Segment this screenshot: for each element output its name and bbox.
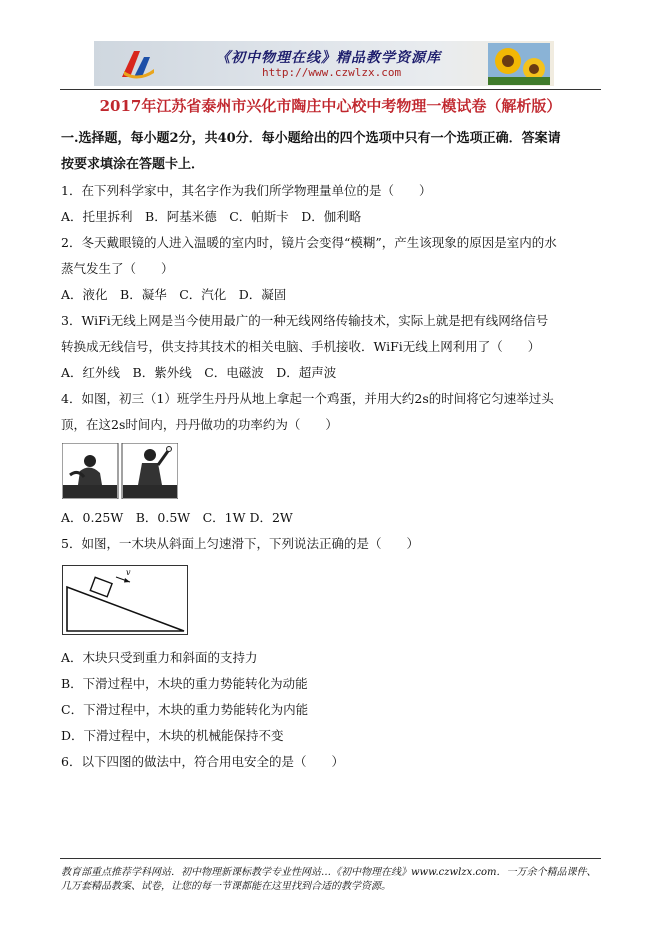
velocity-label: v — [126, 568, 131, 577]
site-logo-icon — [120, 47, 156, 81]
question-options: A．液化 B．凝华 C．汽化 D．凝固 — [61, 287, 287, 302]
question-options: A．0.25W B．0.5W C．1W D．2W — [61, 510, 293, 525]
question-text: 1．在下列科学家中，其名字作为我们所学物理量单位的是（ ） — [61, 183, 432, 198]
question-option: A．木块只受到重力和斜面的支持力 — [61, 650, 258, 665]
question-text: 4．如图，初三（1）班学生丹丹从地上拿起一个鸡蛋，并用大约2s的时间将它匀速举过头 — [61, 391, 554, 406]
section-heading: 一.选择题，每小题2分，共40分．每小题给出的四个选项中只有一个选项正确．答案请 — [61, 131, 561, 146]
question-text: 转换成无线信号，供支持其技术的相关电脑、手机接收．WiFi无线上网利用了（ ） — [61, 339, 541, 354]
question-text: 5．如图，一木块从斜面上匀速滑下，下列说法正确的是（ ） — [61, 536, 419, 551]
question-options: A．红外线 B．紫外线 C．电磁波 D．超声波 — [61, 365, 337, 380]
question-option: B．下滑过程中，木块的重力势能转化为动能 — [61, 676, 308, 691]
header-banner — [94, 41, 554, 86]
incline-block-figure — [62, 565, 188, 635]
footer-text: 教育部重点推荐学科网站．初中物理新课标教学专业性网站…《初中物理在线》www.czwlzx.com．一万余个精品课件、 — [61, 867, 597, 878]
footer-text: 几万套精品教案、试卷，让您的每一节课都能在这里找到合适的教学资源。 — [61, 881, 391, 892]
question-options: A．托里拆利 B．阿基米德 C．帕斯卡 D．伽利略 — [61, 209, 362, 224]
student-lifting-egg-figure — [62, 443, 178, 499]
question-text: 2．冬天戴眼镜的人进入温暖的室内时，镜片会变得“模糊”，产生该现象的原因是室内的水 — [61, 235, 557, 250]
question-text: 蒸气发生了（ ） — [61, 261, 174, 276]
sunflower-icon — [488, 43, 550, 85]
footer-rule — [60, 858, 601, 859]
page-title: 2017年江苏省泰州市兴化市陶庄中心校中考物理一模试卷（解析版） — [99, 97, 562, 115]
banner-url: http://www.czwlzx.com — [262, 66, 402, 79]
question-text: 3．WiFi无线上网是当今使用最广的一种无线网络传输技术，实际上就是把有线网络信号 — [61, 313, 549, 328]
question-text: 顶，在这2s时间内，丹丹做功的功率约为（ ） — [61, 417, 338, 432]
question-option: C．下滑过程中，木块的重力势能转化为内能 — [61, 702, 309, 717]
section-heading: 按要求填涂在答题卡上． — [61, 157, 205, 172]
question-text: 6．以下四图的做法中，符合用电安全的是（ ） — [61, 754, 344, 769]
header-rule — [60, 89, 601, 90]
banner-slogan: 《初中物理在线》精品教学资源库 — [216, 50, 441, 66]
question-option: D．下滑过程中，木块的机械能保持不变 — [61, 728, 284, 743]
